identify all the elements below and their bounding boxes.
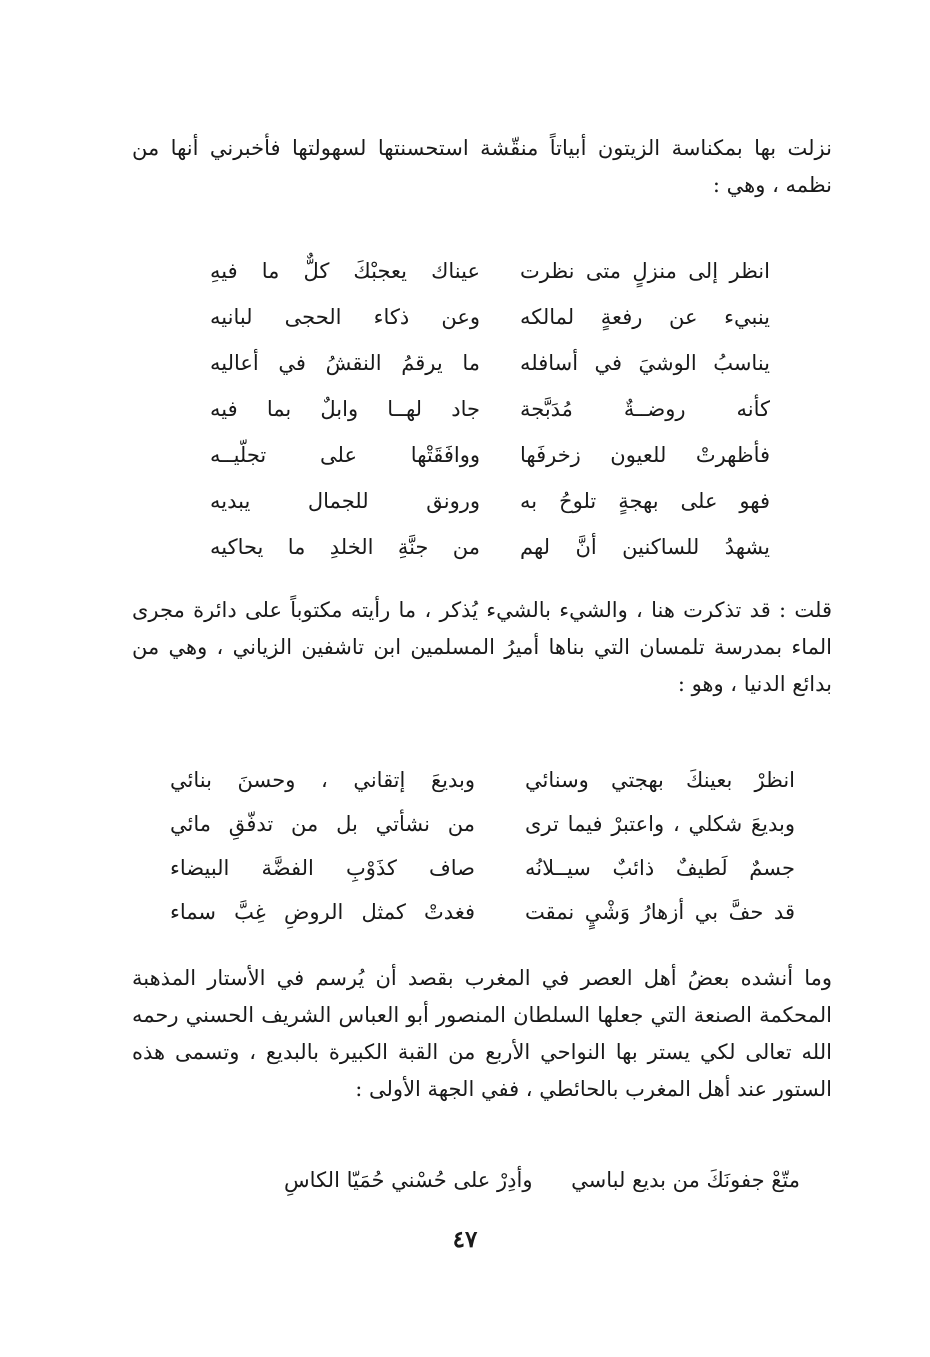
verse-first-hemistich: انظرْ بعينكَ بهجتي وسنائي [525,768,795,792]
verse-second-hemistich: وبديعَ إتقاني ، وحسنَ بنائي [170,768,475,792]
poem-verse [170,846,795,890]
verse-second-hemistich: ورونق للجمال يبديه [210,489,480,513]
intro-paragraph: نزلت بها بمكناسة الزيتون أبياتاً منقّشة استحسنتها لسهولتها فأخبرني أنها من نظمه ، وهي : [132,136,832,197]
poem-water-basin [170,758,795,934]
tlemcen-paragraph: قلت : قد تذكرت هنا ، والشيء بالشيء يُذكر ، ما رأيته مكتوباً على دائرة مجرى الماء بمدرسة تلمسان التي بناها أميرُ المسلمين ابن تاشفين الزياني ، وهي من بدائع الدنيا ، وهو : [132,598,832,696]
poem-verse [170,802,795,846]
poem-verse [210,294,770,340]
verse-second-hemistich: من نشأتي بل من تدفّقِ مائي [170,812,475,836]
poem-verse [170,890,795,934]
poem-verse [210,248,770,294]
verse-first-hemistich: جسمٌ لَطيفٌ ذائبٌ سيــلانُه [525,856,795,880]
verse-second-hemistich: جاد لهــا وابلٌ بما فيه [210,397,480,421]
verse-second-hemistich: فغدتْ كمثل الروضِ غِبَّ سماء [170,900,475,924]
poem-verse [210,432,770,478]
verse-first-hemistich: فأظهرتْ للعيون زخرفَها [520,443,770,467]
verse-first-hemistich: وبديعَ شكلي ، واعتبرْ فيما ترى [525,812,795,836]
verse-second-hemistich: وعن ذكاء الحجى لبانيه [210,305,480,329]
verse-second-hemistich: وأدِرْ على حُسْني حُمَيّا الكاسِ [284,1168,533,1192]
verse-first-hemistich: فهو على بهجةٍ تلوحُ به [520,489,770,513]
verse-second-hemistich: من جنَّةِ الخلدِ ما يحاكيه [210,535,480,559]
page-number: ٤٧ [452,1226,478,1253]
verse-first-hemistich: يناسبُ الوشيَ في أسافله [520,351,770,375]
verse-first-hemistich: كأنه روضــةٌ مُدَبَّجة [520,397,770,421]
verse-second-hemistich: ما يرقمُ النقشُ في أعاليه [210,351,480,375]
poem-verse [170,758,795,802]
verse-second-hemistich: صاف كذَوْبِ الفضَّة البيضاء [170,856,475,880]
verse-second-hemistich: عيناك يعجبْكَ كلٌّ ما فيهِ [210,259,480,283]
verse-first-hemistich: متّعْ جفونَكَ من بديع لباسي [571,1168,800,1192]
verse-first-hemistich: انظر إلى منزلٍ متى نظرت [520,259,770,283]
curtains-paragraph: وما أنشده بعضُ أهل العصر في المغرب بقصد أن يُرسم في الأستار المذهبة المحكمة الصنعة التي جعلها السلطان المنصور أبو العباس الشريف الحسني رحمه الله تعالى لكي يستر بها النواحي الأربع من القبة الكبيرة بالبديع ، وتسمى هذه الستور عند أهل المغرب بالحائطي ، ففي الجهة الأولى : [132,966,832,1101]
poem-curtain-verse [180,1160,800,1200]
poem-manzil [210,248,770,570]
verse-first-hemistich: يشهدُ للساكنين أنَّ لهم [520,535,770,559]
poem-verse [210,386,770,432]
verse-first-hemistich: ينبيء عن رفعةٍ لمالكه [520,305,770,329]
verse-second-hemistich: ووافَقَتْها على تجلّيــه [210,443,480,467]
poem-verse [210,340,770,386]
poem-verse [210,524,770,570]
poem-verse [210,478,770,524]
verse-first-hemistich: قد حفَّ بي أزهارُ وَشْيٍ نمقت [525,900,795,924]
